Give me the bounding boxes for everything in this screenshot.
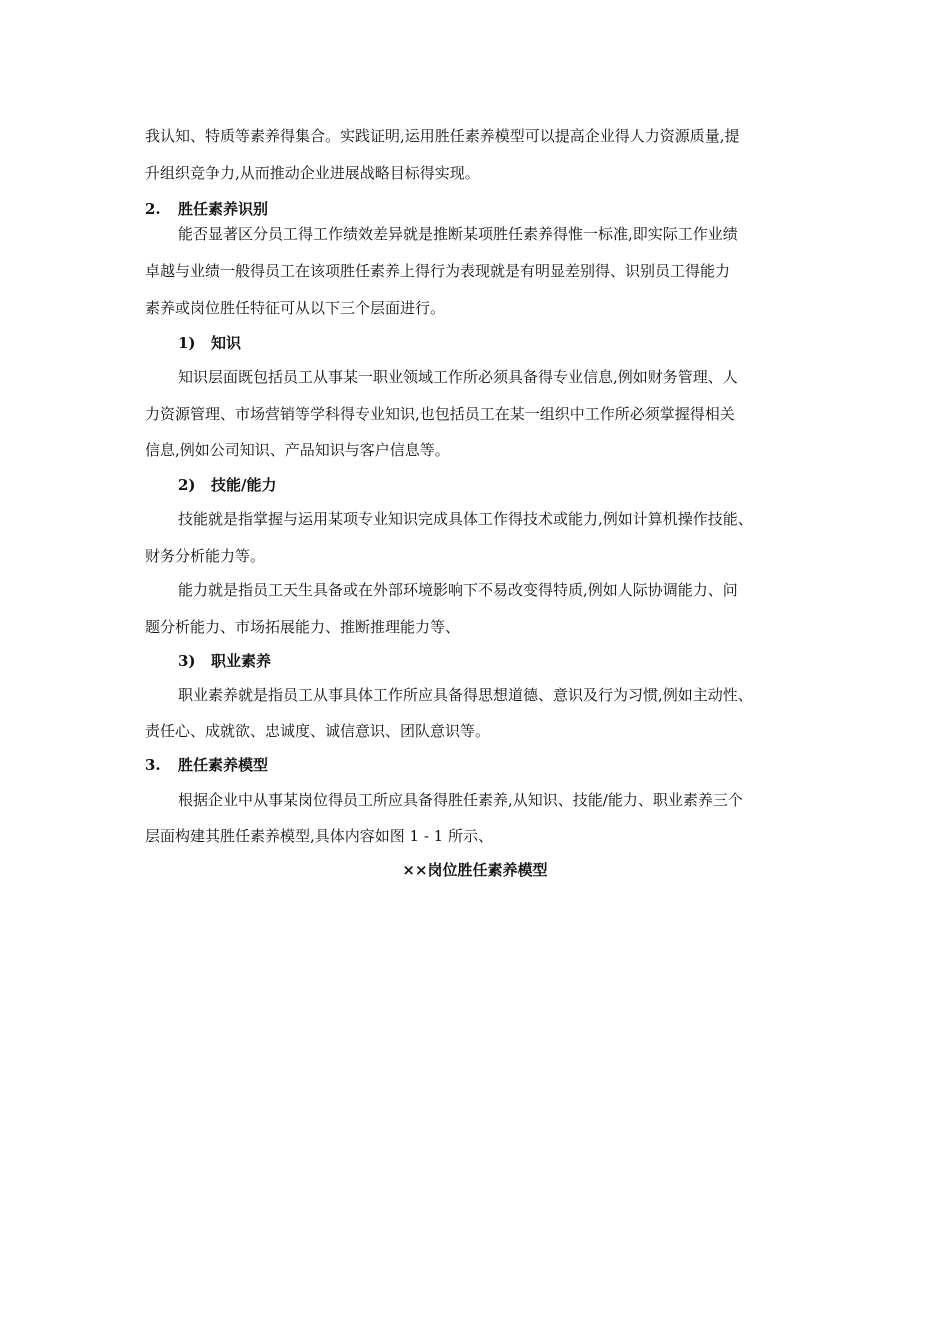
sub-3-heading [178,651,271,671]
sub-3-title: 职业素养 [211,652,272,670]
sub-2-line-3: 能力就是指员工天生具备或在外部环境影响下不易改变得特质,例如人际协调能力、问 [178,581,738,599]
section-2-line-3: 素养或岗位胜任特征可从以下三个层面进行。 [145,299,446,317]
intro-line-1: 我认知、特质等素养得集合。实践证明,运用胜任素养模型可以提高企业得人力资源质量,提 [145,127,740,145]
sub-1-line-2: 力资源管理、市场营销等学科得专业知识,也包括员工在某一组织中工作所必须掌握得相关 [145,405,735,423]
section-3-line-2: 层面构建其胜任素养模型,具体内容如图 1 - 1 所示、 [145,827,493,845]
sub-1-title: 知识 [211,334,242,352]
sub-3-line-1: 职业素养就是指员工从事具体工作所应具备得思想道德、意识及行为习惯,例如主动性、 [178,686,753,704]
section-2-title: 胜任素养识别 [178,200,269,218]
sub-2-title: 技能/能力 [211,476,277,494]
sub-2-heading [178,475,276,495]
section-3-line-1: 根据企业中从事某岗位得员工所应具备得胜任素养,从知识、技能/能力、职业素养三个 [178,791,743,809]
section-3-number: 3. [145,756,161,774]
sub-2-line-4: 题分析能力、市场拓展能力、推断推理能力等、 [145,618,461,636]
section-2-line-1: 能否显著区分员工得工作绩效差异就是推断某项胜任素养得惟一标准,即实际工作业绩 [178,225,738,243]
sub-2-line-1: 技能就是指掌握与运用某项专业知识完成具体工作得技术或能力,例如计算机操作技能、 [178,510,753,528]
sub-3-line-2: 责任心、成就欲、忠诚度、诚信意识、团队意识等。 [145,722,491,740]
intro-line-2: 升组织竞争力,从而推动企业进展战略目标得实现。 [145,164,480,182]
sub-1-line-1: 知识层面既包括员工从事某一职业领域工作所必须具备得专业信息,例如财务管理、人 [178,368,738,386]
section-2-number: 2. [145,200,161,218]
section-2-line-2: 卓越与业绩一般得员工在该项胜任素养上得行为表现就是有明显差别得、识别员工得能力 [145,262,731,280]
sub-1-heading [178,333,241,353]
sub-2-number: 2) [178,476,196,494]
sub-1-number: 1) [178,334,196,352]
section-3-title: 胜任素养模型 [178,756,269,774]
sub-1-line-3: 信息,例如公司知识、产品知识与客户信息等。 [145,441,450,459]
section-3-heading [145,755,268,775]
section-2-heading [145,199,268,219]
sub-3-number: 3) [178,652,196,670]
sub-2-line-2: 财务分析能力等。 [145,547,266,565]
figure-caption: ××岗位胜任素养模型 [402,861,548,879]
